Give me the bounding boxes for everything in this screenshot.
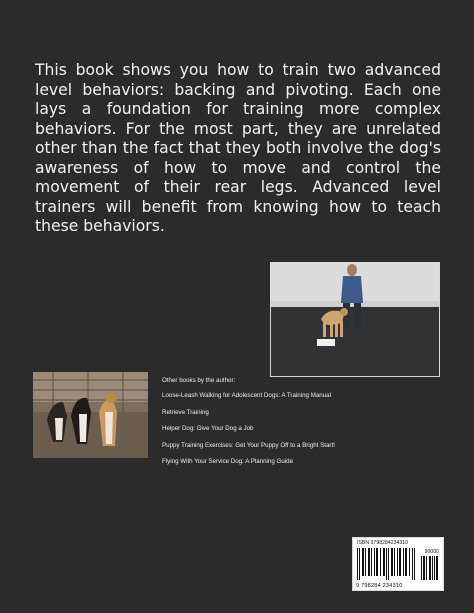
book-title-item: Flying With Your Service Dog: A Planning Guide [162,458,294,466]
price-code: 90000 [424,549,439,555]
training-photo [270,262,440,377]
barcode-digits: 9 798284 234310 [356,583,403,589]
book-title-item: Puppy Training Exercises: Get Your Puppy Off to a Bright Start! [162,441,335,449]
book-description: This book shows you how to train two advanced level behaviors: backing and pivoting. Each one lays a foundation for training more complex behaviors. For the most part, they are unrelated other than the fact that they both involve the dog's awareness of how to move and control the movement of their rear legs. Advanced level trainers will benefit from knowing how to teach these behaviors. [35,61,441,235]
isbn-barcode [352,537,444,591]
other-books-list [162,377,392,475]
price-barcode-bars [421,556,439,580]
barcode-bars [357,548,417,580]
isbn-label: ISBN 9798284234310 [357,540,409,546]
dogs-photo [33,372,148,458]
book-title-item: Helper Dog: Give Your Dog a Job [162,425,254,433]
other-books-heading: Other books by the author: [162,377,236,384]
training-photo-illustration [271,263,439,376]
book-title-item: Retrieve Training [162,408,209,416]
book-title-item: Loose-Leash Walking for Adolescent Dogs: A Training Manual [162,392,331,399]
dogs-photo-illustration [33,372,148,458]
